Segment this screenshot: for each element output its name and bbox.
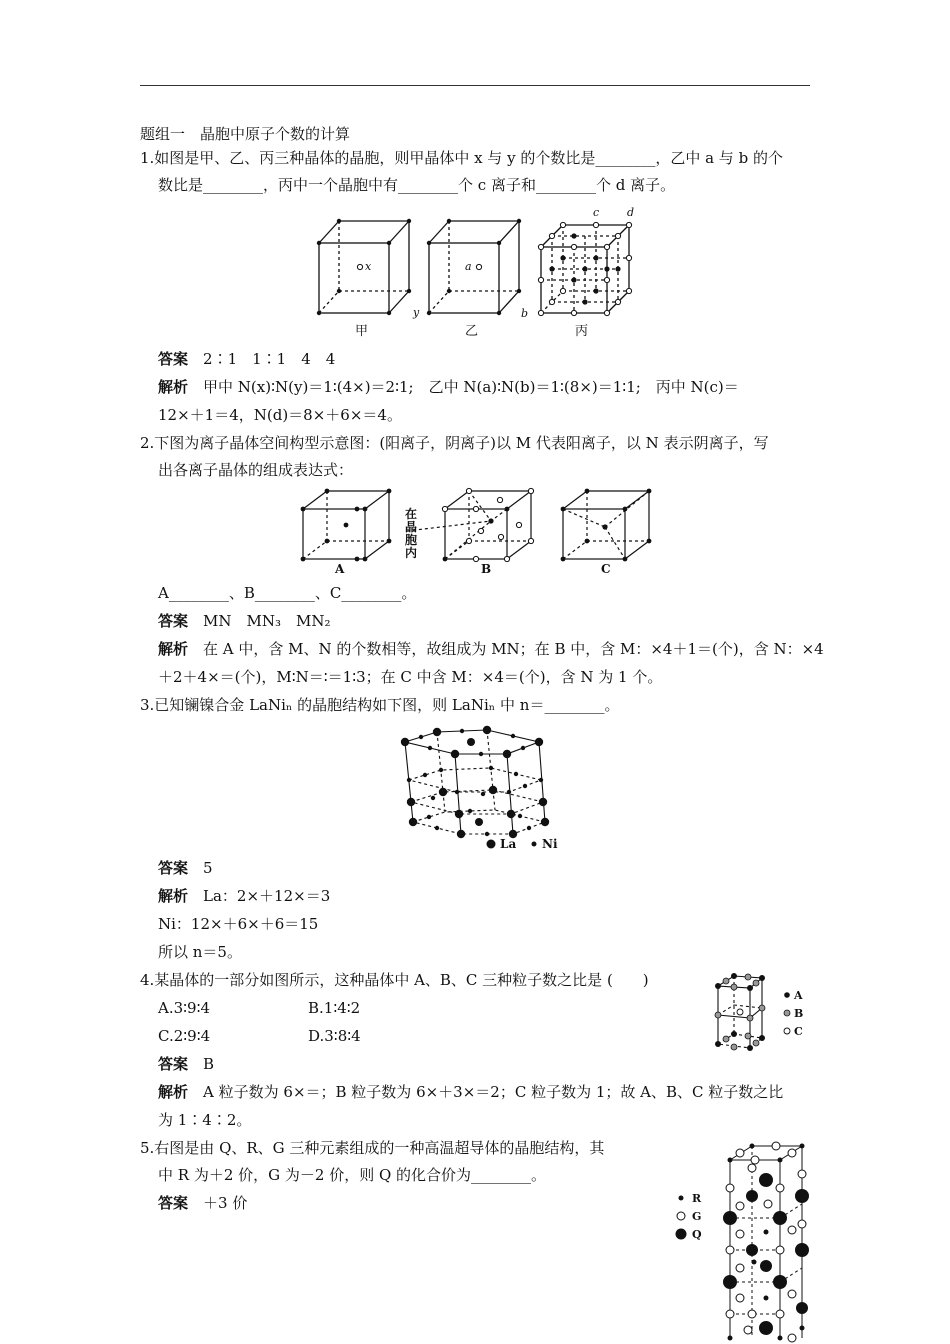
q5-stem-line2: 中 R 为＋2 价，G 为－2 价，则 Q 的化合价为________。: [158, 1166, 547, 1184]
q3-answer: 答案 5: [158, 859, 213, 877]
q4-analysis-line1: 解析 A 粒子数为 6×＝；B 粒子数为 6×＋3×＝2；C 粒子数为 1；故 A、B、C 粒子数之比: [158, 1083, 784, 1101]
legend-q: Q: [692, 1228, 702, 1241]
q2-analysis-line2: ＋2＋4×＝(个)，M∶N＝∶＝1∶3；在 C 中含 M：×4＝(个)，含 N 为 1 个。: [158, 668, 663, 686]
label-b: b: [521, 307, 529, 320]
q3-analysis-line1: 解析 La：2×＋12×＝3: [158, 887, 331, 905]
label-d: d: [627, 206, 635, 219]
label-B: B: [481, 562, 492, 576]
label-c: c: [593, 206, 600, 219]
legend-a: A: [794, 989, 803, 1002]
label-bing: 丙: [575, 324, 589, 339]
q1-stem-line1: 1.如图是甲、乙、丙三种晶体的晶胞，则甲晶体中 x 与 y 的个数比是________，乙中 a 与 b 的个: [140, 149, 783, 167]
legend-g: G: [692, 1210, 702, 1223]
q5-figure: [718, 1138, 818, 1344]
q3-stem: 3.已知镧镍合金 LaNiₙ 的晶胞结构如下图，则 LaNiₙ 中 n＝________。: [140, 696, 620, 714]
q4-option-d[interactable]: D.3∶8∶4: [308, 1027, 361, 1045]
q2-side-label: 在晶胞内: [405, 507, 418, 560]
header-rule: [140, 85, 810, 86]
label-x: x: [365, 260, 372, 273]
label-yi: 乙: [465, 324, 479, 339]
q2-figure: [295, 485, 655, 577]
legend-ni: Ni: [542, 837, 558, 851]
q4-analysis-line2: 为 1∶4∶2。: [158, 1111, 252, 1129]
q3-legend: [484, 835, 564, 853]
q3-figure: [395, 722, 570, 852]
legend-la: La: [500, 837, 517, 851]
label-C: C: [601, 562, 611, 576]
q2-answer: 答案 MN MN₃ MN₂: [158, 612, 331, 630]
q5-legend: [672, 1188, 722, 1250]
q2-analysis-line1: 解析 在 A 中，含 M、N 的个数相等，故组成为 MN；在 B 中，含 M：×4＋1＝(个)，含 N：×4: [158, 640, 824, 658]
q5-answer: 答案 ＋3 价: [158, 1194, 248, 1212]
q4-option-b[interactable]: B.1∶4∶2: [308, 999, 361, 1017]
q5-stem-line1: 5.右图是由 Q、R、G 三种元素组成的一种高温超导体的晶胞结构，其: [140, 1139, 605, 1157]
q1-analysis-line1: 解析 甲中 N(x)∶N(y)＝1∶(4×)＝2∶1; 乙中 N(a)∶N(b)＝1∶(8×)＝1∶1; 丙中 N(c)＝: [158, 378, 739, 396]
q1-figure: [305, 203, 645, 343]
q4-figure: [712, 970, 812, 1060]
label-y: y: [413, 306, 420, 319]
q3-analysis-line3: 所以 n＝5。: [158, 943, 242, 961]
q2-stem-line2: 出各离子晶体的组成表达式：: [158, 461, 354, 479]
cube-jia: [319, 221, 409, 313]
q3-analysis-line2: Ni：12×＋6×＋6＝15: [158, 915, 319, 933]
legend-c: C: [794, 1025, 803, 1038]
legend-b: B: [794, 1007, 804, 1020]
q4-stem: 4.某晶体的一部分如图所示，这种晶体中 A、B、C 三种粒子数之比是 ( ): [140, 971, 649, 989]
q1-stem-line2: 数比是________，丙中一个晶胞中有________个 c 离子和________个 d 离子。: [158, 176, 676, 194]
q4-option-c[interactable]: C.2∶9∶4: [158, 1027, 211, 1045]
q1-analysis-line2: 12×＋1＝4，N(d)＝8×＋6×＝4。: [158, 406, 402, 424]
q2-blanks: A________、B________、C________。: [158, 584, 417, 602]
q4-answer: 答案 B: [158, 1055, 215, 1073]
label-A: A: [335, 562, 345, 576]
q2-stem-line1: 2.下图为离子晶体空间构型示意图：(阳离子，阴离子)以 M 代表阳离子，以 N 表示阴离子，写: [140, 434, 769, 452]
section-title: 题组一 晶胞中原子个数的计算: [140, 125, 351, 143]
legend-r: R: [692, 1192, 702, 1205]
label-a: a: [465, 260, 472, 273]
q4-option-a[interactable]: A.3∶9∶4: [158, 999, 211, 1017]
cube-yi: [429, 221, 519, 313]
label-jia: 甲: [355, 324, 369, 339]
q1-answer: 答案 2∶1 1∶1 4 4: [158, 350, 336, 368]
